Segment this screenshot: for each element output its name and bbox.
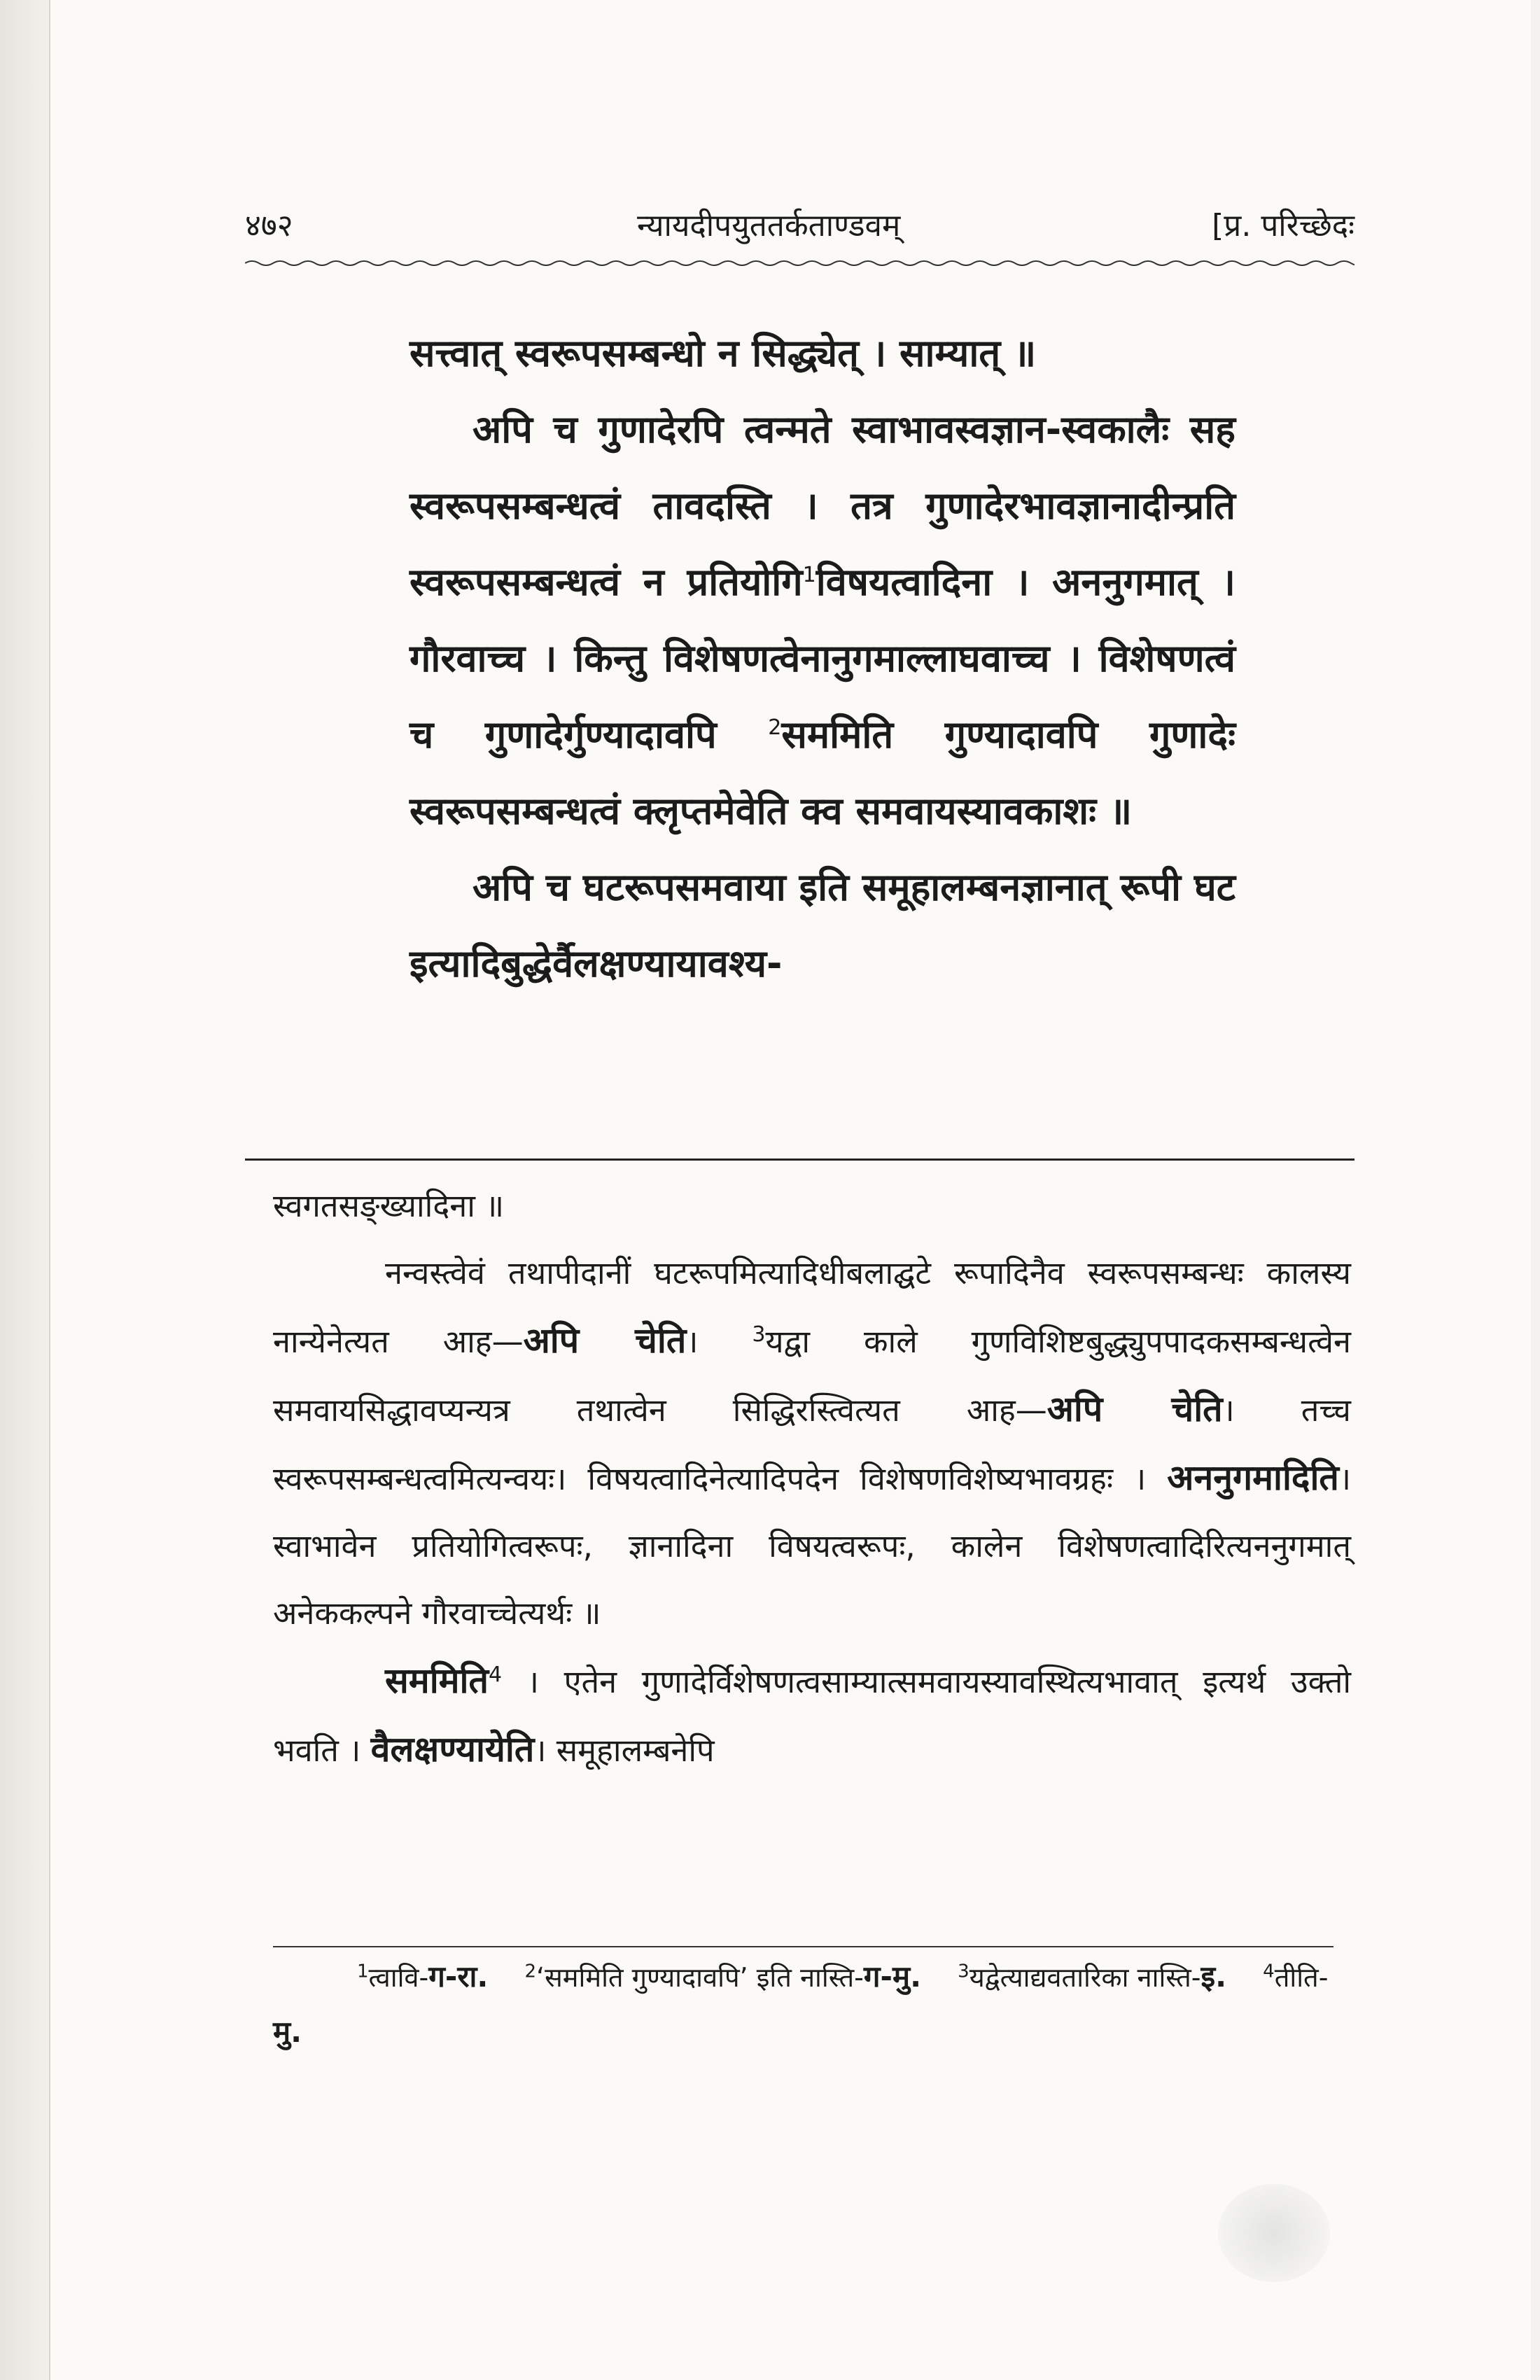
footnote-text: यद्वेत्याद्यवतारिका नास्ति- <box>969 1962 1201 1993</box>
book-title: न्यायदीपयुततर्कताण्डवम् <box>637 208 901 244</box>
commentary-span: नन्वस्त्वेवं तथापीदानीं घटरूपमित्यादिधीबलाद्घटे रूपादिनैव स्वरूपसम्बन्धः कालस्य नान्येनेत्यत आह— <box>273 1254 1351 1360</box>
footnote-block <box>273 1949 1351 2060</box>
commentary-paragraph <box>273 1240 1351 1647</box>
main-text-span: विषयत्वादिना । अननुगमात् । गौरवाच्च । किन्तु विशेषणत्वेनानुगमाल्लाघवाच्च । विशेषणत्वं च गुणादेर्गुण्यादावपि <box>410 560 1236 757</box>
commentary-span: स्वगतसङ्ख्यादिना ॥ <box>273 1187 505 1224</box>
main-text-span: सममिति गुण्यादावपि गुणादेः स्वरूपसम्बन्धत्वं क्लृप्तमेवेति क्व समवायस्यावकाशः ॥ <box>410 713 1236 833</box>
footnote-text: तीति- <box>1274 1962 1329 1993</box>
footnote-text: ‘सममिति गुण्यादावपि’ इति नास्ति- <box>536 1962 864 1993</box>
commentary-paragraph <box>273 1647 1351 1784</box>
running-header <box>245 189 1354 252</box>
footnote-divider <box>273 1946 1334 1947</box>
footnote-source: ग-रा. <box>428 1959 489 1994</box>
paper-stain <box>1218 2184 1330 2282</box>
footnotes <box>273 1949 1351 2060</box>
lemma: अपि चेति <box>523 1320 687 1361</box>
commentary-span: यद्वा काले गुणविशिष्टबुद्ध्युपपादकसम्बन्धत्वेन समवायसिद्धावप्यन्यत्र तथात्वेन सिद्धिरस्त्वित्यत आह— <box>273 1323 1351 1429</box>
footnote-1 <box>357 1959 489 1994</box>
page-number: ४७२ <box>245 208 293 244</box>
main-text-span: अपि च गुणादेरपि त्वन्मते स्वाभावस्वज्ञान-स्वकालैः सह स्वरूपसम्बन्धत्वं तावदस्ति । तत्र गुणादेरभावज्ञानादीन्प्रति स्वरूपसम्बन्धत्वं न प्रतियोगि <box>410 407 1236 604</box>
footnote-ref-3: 3 <box>752 1322 766 1347</box>
main-paragraph <box>410 315 1236 391</box>
scan-edge <box>0 0 49 2380</box>
footnote-text: त्वावि- <box>368 1962 429 1993</box>
commentary-span: । समूहालम्बनेपि <box>534 1732 715 1769</box>
main-text <box>410 315 1236 1002</box>
section-label: [प्र. परिच्छेदः <box>1212 208 1354 244</box>
lemma: सममिति <box>385 1660 489 1701</box>
main-paragraph <box>410 391 1236 849</box>
footnote-2 <box>524 1959 922 1994</box>
footnote-ref-2: 2 <box>768 715 782 740</box>
footnote-source: इ. <box>1200 1959 1227 1994</box>
commentary-span: । एतेन गुणादेर्विशेषणत्वसाम्यात्समवायस्यावस्थित्यभावात् इत्यर्थ उक्तो भवति । <box>273 1663 1351 1769</box>
lemma: वैलक्षण्यायेति <box>370 1729 535 1770</box>
footnote-number: 4 <box>1263 1961 1275 1982</box>
footnote-3 <box>958 1959 1227 1994</box>
header-wavy-rule <box>245 259 1354 267</box>
footnote-source: मु. <box>273 2015 302 2049</box>
commentary <box>273 1172 1351 1784</box>
footnote-number: 2 <box>524 1961 537 1982</box>
main-text-line: सत्त्वात् स्वरूपसम्बन्धो न सिद्ध्येत् । साम्यात् ॥ <box>410 331 1037 375</box>
footnote-number: 1 <box>357 1961 369 1982</box>
main-paragraph <box>410 849 1236 1002</box>
footnote-source: ग-मु. <box>863 1959 922 1994</box>
commentary-span: । स्वाभावेन प्रतियोगित्वरूपः, ज्ञानादिना विषयत्वरूपः, कालेन विशेषणत्वादिरित्यननुगमात् अनेककल्पने गौरवाच्चेत्यर्थः ॥ <box>273 1460 1351 1632</box>
lemma: अननुगमादिति <box>1167 1457 1339 1498</box>
text-commentary-divider <box>245 1158 1354 1161</box>
lemma: अपि चेति <box>1046 1389 1223 1429</box>
footnote-ref-1: 1 <box>802 563 816 587</box>
footnote-ref-4: 4 <box>489 1662 503 1687</box>
main-text-span: अपि च घटरूपसमवाया इति समूहालम्बनज्ञानात् रूपी घट इत्यादिबुद्धेर्वैलक्षण्यायावश्य- <box>410 865 1236 986</box>
commentary-span: । तच्च स्वरूपसम्बन्धत्वमित्यन्वयः। विषयत्वादिनेत्यादिपदेन विशेषणविशेष्यभावग्रहः । <box>273 1392 1351 1497</box>
commentary-span: । <box>686 1323 699 1360</box>
commentary-paragraph <box>273 1172 1351 1240</box>
footnote-number: 3 <box>958 1961 969 1982</box>
